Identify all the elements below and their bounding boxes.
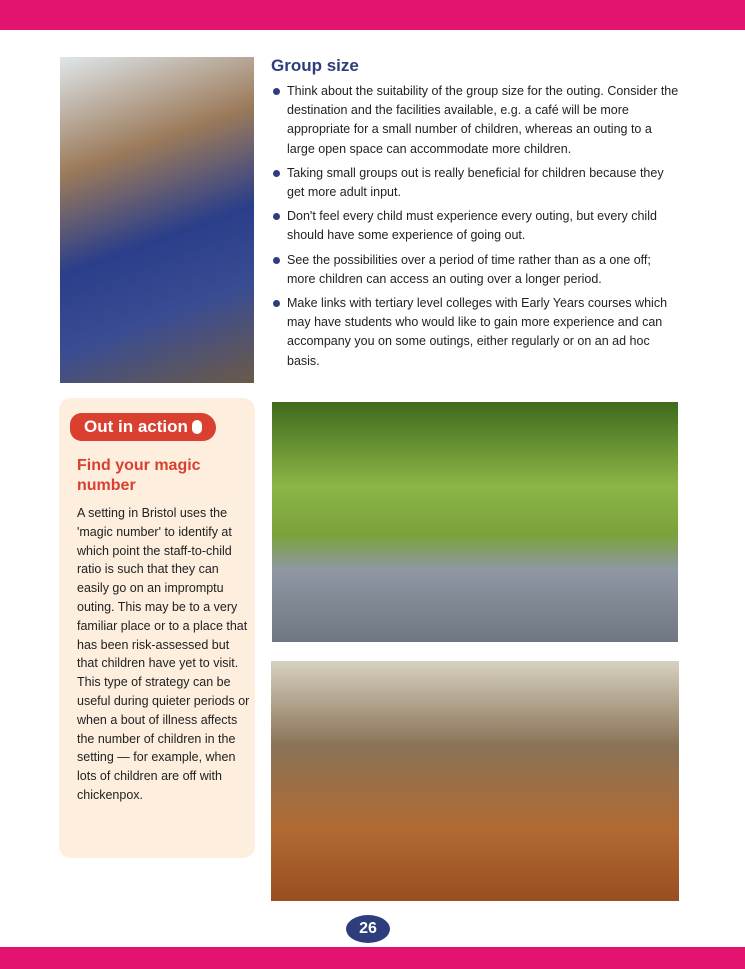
bullet-item: Make links with tertiary level colleges with Early Years courses which may have students who would like to gain more experience and can accompany you on some outings, either regularly or on an ad hoc basis. [271,294,681,371]
bullet-item: See the possibilities over a period of time rather than as a one off; more children can access an outing over a longer period. [271,251,681,289]
page-number: 26 [346,915,390,943]
bottom-color-bar [0,947,745,969]
photo-children-leaving-building [60,57,254,383]
badge-label: Out in action [84,417,188,436]
box-body: A setting in Bristol uses the 'magic number' to identify at which point the staff-to-child ratio is such that they can easily go on an impromptu outing. This may be to a very familiar place or to a place that has been risk-assessed but that children have yet to visit. This type of strategy can be useful during quieter periods or when a bout of illness affects the number of children in the setting — for example, when lots of children are off with chickenpox. [77,506,250,802]
bullet-item: Don't feel every child must experience every outing, but every child should have some experience of going out. [271,207,681,245]
bullet-list [271,82,681,376]
out-in-action-box [59,398,255,858]
out-in-action-badge [70,413,216,441]
photo-toddler-in-autumn-woods [271,661,679,901]
section-heading: Group size [271,56,359,75]
photo-children-walking-with-backpacks [272,402,678,642]
box-title: Find your magic number [77,457,201,494]
bullet-item: Taking small groups out is really beneficial for children because they get more adult input. [271,164,681,202]
bullet-item: Think about the suitability of the group size for the outing. Consider the destination and the facilities available, e.g. a café will be more appropriate for a small number of children, whereas an outing to a large open space can accommodate more children. [271,82,681,159]
top-color-bar [0,0,745,30]
footprint-icon [192,420,202,434]
